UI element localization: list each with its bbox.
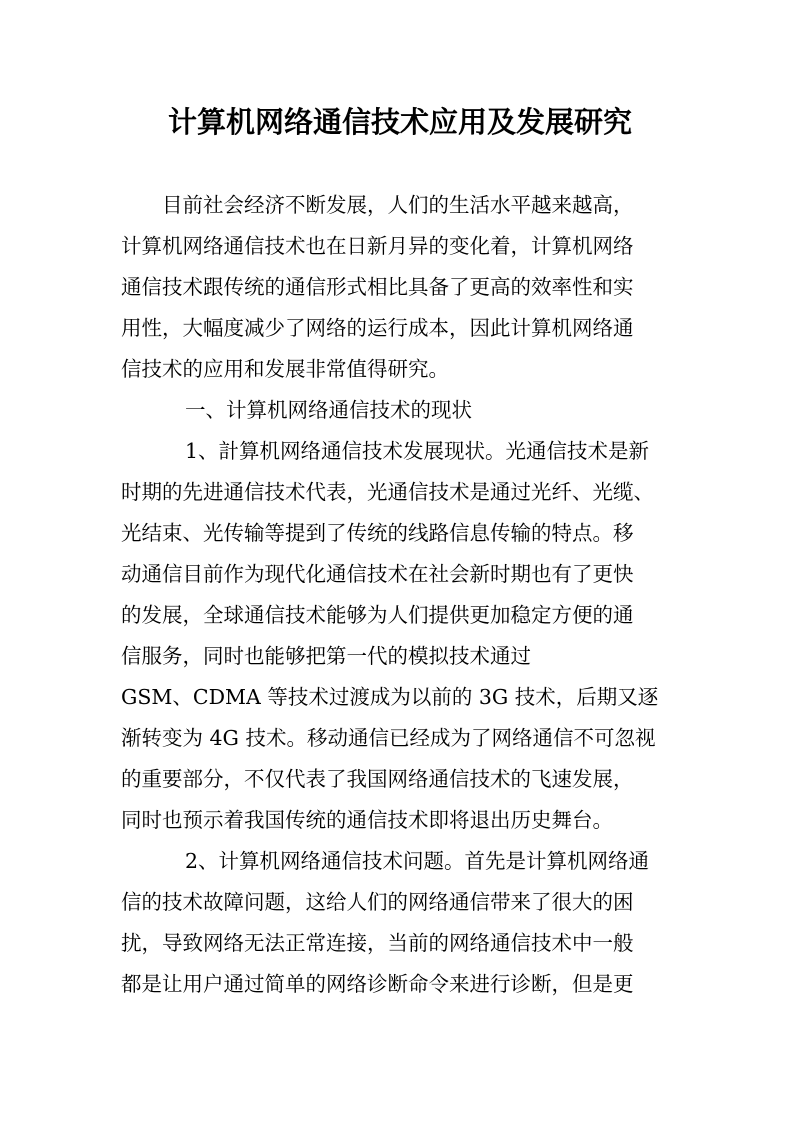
section-heading: 一、计算机网络通信技术的现状 bbox=[185, 398, 472, 422]
paragraph-line: 的重要部分，不仅代表了我国网络通信技术的飞速发展， bbox=[121, 767, 634, 791]
paragraph-line: 扰，导致网络无法正常连接，当前的网络通信技术中一般 bbox=[121, 931, 634, 955]
paragraph-line: 通信技术跟传统的通信形式相比具备了更高的效率性和实 bbox=[121, 275, 634, 299]
paragraph-line: 动通信目前作为现代化通信技术在社会新时期也有了更快 bbox=[121, 562, 634, 586]
paragraph-line: 用性，大幅度减少了网络的运行成本，因此计算机网络通 bbox=[121, 316, 634, 340]
paragraph-line: 2、计算机网络通信技术问题。首先是计算机网络通 bbox=[185, 849, 650, 873]
paragraph-line: 的发展，全球通信技术能够为人们提供更加稳定方便的通 bbox=[121, 603, 634, 627]
paragraph-line: 渐转变为 4G 技术。移动通信已经成为了网络通信不可忽视 bbox=[121, 726, 656, 750]
document-title: 计算机网络通信技术应用及发展研究 bbox=[167, 105, 632, 139]
paragraph-line: 时期的先进通信技术代表，光通信技术是通过光纤、光缆、 bbox=[121, 480, 654, 504]
paragraph-line: 同时也预示着我国传统的通信技术即将退出历史舞台。 bbox=[121, 808, 613, 832]
document-body bbox=[121, 185, 681, 1005]
paragraph-line: 计算机网络通信技术也在日新月异的变化着，计算机网络 bbox=[121, 234, 634, 258]
paragraph-line: 信的技术故障问题，这给人们的网络通信带来了很大的困 bbox=[121, 890, 634, 914]
paragraph-line: 信服务，同时也能够把第一代的模拟技术通过 bbox=[121, 644, 531, 668]
paragraph-line: 1、計算机网络通信技术发展现状。光通信技术是新 bbox=[185, 439, 650, 463]
paragraph-line: 信技术的应用和发展非常值得研究。 bbox=[121, 357, 449, 381]
paragraph-line: 目前社会经济不断发展，人们的生活水平越来越高， bbox=[162, 193, 634, 217]
paragraph-line: GSM、CDMA 等技术过渡成为以前的 3G 技术，后期又逐 bbox=[121, 685, 659, 709]
paragraph-line: 光结束、光传输等提到了传统的线路信息传输的特点。移 bbox=[121, 521, 634, 545]
paragraph-line: 都是让用户通过简单的网络诊断命令来进行诊断，但是更 bbox=[121, 972, 634, 996]
